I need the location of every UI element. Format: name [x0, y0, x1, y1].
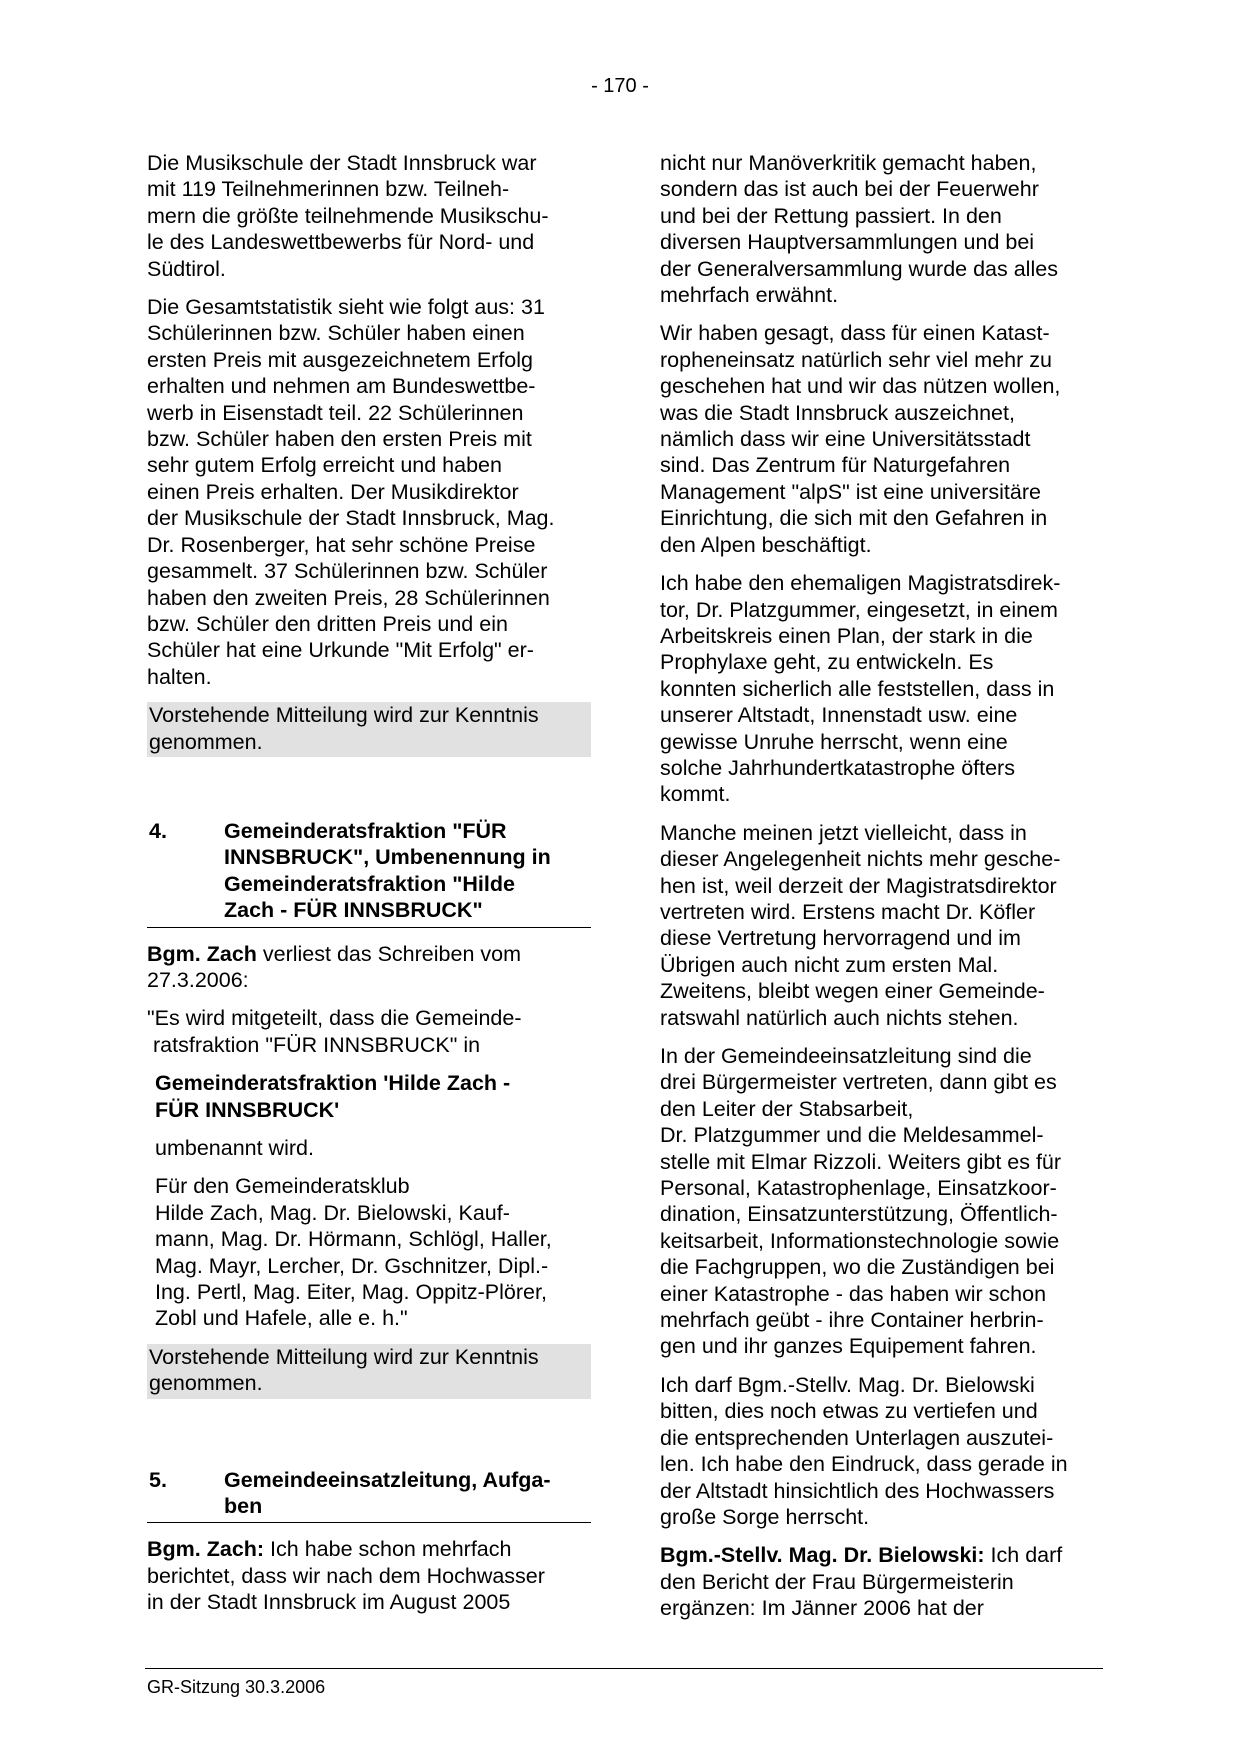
agenda-item-title: Gemeindeeinsatzleitung, Aufga- ben: [224, 1467, 551, 1519]
agenda-item-5-heading: [147, 1467, 591, 1524]
quote-renamed: umbenannt wird.: [155, 1136, 314, 1160]
paragraph-item4-intro: Bgm. Zach verliest das Schreiben vom 27.3.2006:: [147, 941, 521, 992]
quote-signatories: Für den Gemeinderatsklub Hilde Zach, Mag. Dr. Bielowski, Kauf- mann, Mag. Dr. Hörmann, Schlögl, Haller, Mag. Mayr, Lercher, Dr. Gschnitzer, Dipl.- Ing. Pertl, Mag. Eiter, Mag. Oppitz-Plörer, Zobl und Hafele, alle e. h.": [155, 1174, 552, 1331]
agenda-item-number: 4.: [149, 818, 167, 843]
quote-opening: "Es wird mitgeteilt, dass die Gemeinde- ratsfraktion "FÜR INNSBRUCK" in: [147, 1006, 522, 1057]
paragraph-item5-start: Bgm. Zach: Ich habe schon mehrfach berichtet, dass wir nach dem Hochwasser in der Stadt Innsbruck im August 2005: [147, 1537, 545, 1615]
paragraph-bielowski: Bgm.-Stellv. Mag. Dr. Bielowski: Ich darf den Bericht der Frau Bürgermeisterin ergänzen: Im Jänner 2006 hat der: [660, 1543, 1063, 1621]
paragraph-music-school: Die Musikschule der Stadt Innsbruck war mit 119 Teilnehmerinnen bzw. Teilneh- mern die größte teilnehmende Musikschu- le des Landeswettbewerbs für Nord- und Südtirol.: [147, 151, 549, 281]
speaker-name: Bgm.-Stellv. Mag. Dr. Bielowski:: [660, 1543, 985, 1568]
paragraph-maneuver-critique: nicht nur Manöverkritik gemacht haben, sondern das ist auch bei der Feuerwehr und bei der Rettung passiert. In den diversen Hauptversammlungen und bei der Generalversammlung wurde das alles mehrfach erwähnt.: [660, 151, 1058, 308]
agenda-item-number: 5.: [149, 1467, 167, 1492]
left-column: [147, 150, 591, 1628]
notice-acknowledged-2: Vorstehende Mitteilung wird zur Kenntnis genommen.: [147, 1344, 591, 1399]
page-number: - 170 -: [591, 75, 649, 97]
footer-divider: [145, 1668, 1103, 1669]
right-column: [660, 150, 1100, 1634]
paragraph-statistics: Die Gesamtstatistik sieht wie folgt aus: 31 Schülerinnen bzw. Schüler haben einen ersten Preis mit ausgezeichnetem Erfolg erhalten und nehmen am Bundeswettbe- werb in Eisenstadt teil. 22 Schülerinnen bzw. Schüler haben den ersten Preis mit sehr gutem Erfolg erreicht und haben einen Preis erhalten. Der Musikdirektor der Musikschule der Stadt Innsbruck, Mag. Dr. Rosenberger, hat sehr schöne Preise gesammelt. 37 Schülerinnen bzw. Schüler haben den zweiten Preis, 28 Schülerinnen bzw. Schüler den dritten Preis und ein Schüler hat eine Urkunde "Mit Erfolg" er- halten.: [147, 295, 555, 689]
footer-session-date: GR-Sitzung 30.3.2006: [147, 1677, 326, 1697]
speaker-name: Bgm. Zach:: [147, 1537, 265, 1562]
paragraph-emergency-command: In der Gemeindeeinsatzleitung sind die drei Bürgermeister vertreten, dann gibt es den Leiter der Stabsarbeit, Dr. Platzgummer und die Meldesammel- stelle mit Elmar Rizzoli. Weiters gibt es für Personal, Katastrophenlage, Einsatzkoor- dination, Einsatzunterstützung, Öffentlich- keitsarbeit, Informationstechnologie sowie die Fachgruppen, wo die Zuständigen bei einer Katastrophe - das haben wir schon mehrfach geübt - ihre Container herbrin- gen und ihr ganzes Equipement fahren.: [660, 1044, 1062, 1359]
paragraph-representation: Manche meinen jetzt vielleicht, dass in dieser Angelegenheit nichts mehr gesche- hen ist, weil derzeit der Magistratsdirektor vertreten wird. Erstens macht Dr. Köfler diese Vertretung hervorragend und im Übrigen auch nicht zum ersten Mal. Zweitens, bleibt wegen einer Gemeinde- ratswahl natürlich auch nichts stehen.: [660, 820, 1061, 1030]
agenda-item-title: Gemeinderatsfraktion "FÜR INNSBRUCK", Umbenennung in Gemeinderatsfraktion "Hilde Zach - FÜR INNSBRUCK": [224, 818, 551, 923]
notice-acknowledged-1: Vorstehende Mitteilung wird zur Kenntnis genommen.: [147, 702, 591, 757]
paragraph-university-city: Wir haben gesagt, dass für einen Katast- ropheneinsatz natürlich sehr viel mehr zu geschehen hat und wir das nützen wollen, was die Stadt Innsbruck auszeichnet, nämlich dass wir eine Universitätsstadt sind. Das Zentrum für Naturgefahren Management "alpS" ist eine universitäre Einrichtung, die sich mit den Gefahren in den Alpen beschäftigt.: [660, 321, 1061, 557]
paragraph-working-group: Ich habe den ehemaligen Magistratsdirek- tor, Dr. Platzgummer, eingesetzt, in einem Arbeitskreis einen Plan, der stark in die Prophylaxe geht, zu entwickeln. Es konnten sicherlich alle feststellen, dass in unserer Altstadt, Innenstadt usw. eine gewisse Unruhe herrscht, wenn eine solche Jahrhundertkatastrophe öfters kommt.: [660, 571, 1061, 807]
spacer: [147, 769, 591, 818]
paragraph-handover: Ich darf Bgm.-Stellv. Mag. Dr. Bielowski bitten, dies noch etwas zu vertiefen und die entsprechenden Unterlagen auszutei- len. Ich habe den Eindruck, dass gerade in der Altstadt hinsichtlich des Hochwassers große Sorge herrscht.: [660, 1372, 1068, 1529]
agenda-item-4-heading: [147, 818, 591, 928]
speaker-name: Bgm. Zach: [147, 941, 257, 966]
spacer: [147, 1411, 591, 1467]
quote-new-faction-name: Gemeinderatsfraktion 'Hilde Zach - FÜR INNSBRUCK': [155, 1071, 511, 1122]
